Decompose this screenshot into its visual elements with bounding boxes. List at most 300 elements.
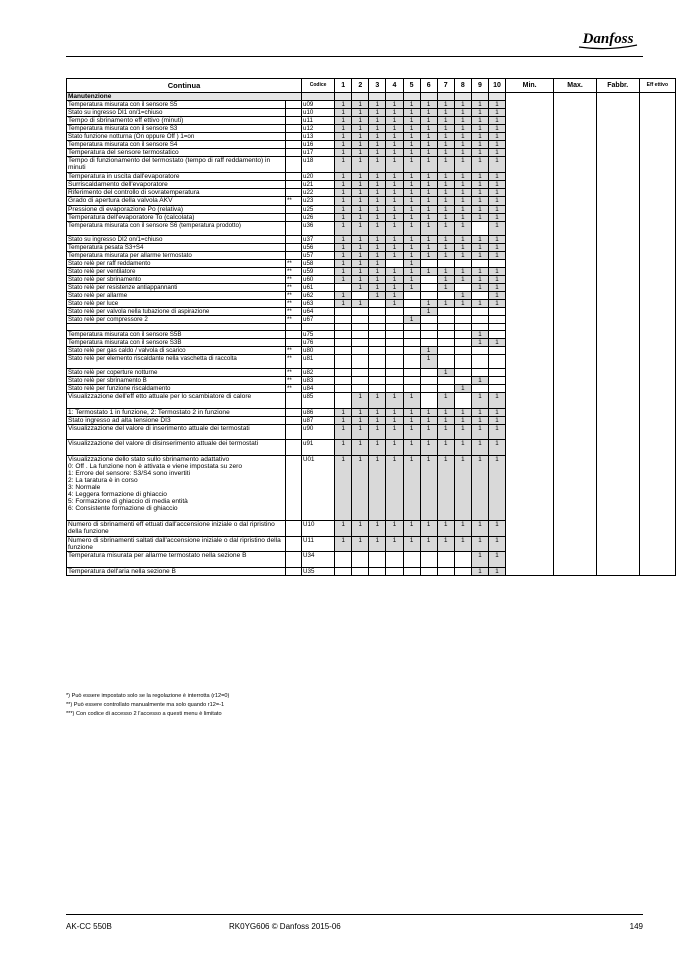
- availability-cell: 1: [352, 133, 369, 141]
- availability-cell: 1: [437, 205, 454, 213]
- availability-cell: 1: [488, 109, 505, 117]
- eff-column: [639, 93, 675, 576]
- availability-cell: 1: [403, 393, 420, 409]
- availability-cell: 1: [471, 181, 488, 189]
- availability-cell: 1: [454, 172, 471, 180]
- header-title: Continua: [67, 79, 302, 93]
- availability-cell: 1: [488, 552, 505, 568]
- availability-cell: 1: [471, 149, 488, 157]
- availability-cell: 1: [437, 141, 454, 149]
- availability-cell: 1: [437, 157, 454, 173]
- availability-cell: 1: [437, 252, 454, 260]
- availability-cell: 1: [386, 133, 403, 141]
- row-marker: [286, 117, 302, 125]
- availability-cell: [386, 339, 403, 347]
- availability-cell: [403, 385, 420, 393]
- availability-cell: [403, 339, 420, 347]
- availability-cell: 1: [335, 408, 352, 416]
- availability-cell: 1: [386, 424, 403, 440]
- table-header-row: [67, 79, 676, 93]
- availability-cell: 1: [488, 101, 505, 109]
- availability-cell: [403, 331, 420, 339]
- row-marker: [286, 172, 302, 180]
- availability-cell: 1: [403, 125, 420, 133]
- availability-cell: 1: [488, 197, 505, 205]
- availability-cell: 1: [335, 133, 352, 141]
- row-code: U35: [302, 567, 335, 575]
- availability-cell: [437, 355, 454, 369]
- availability-cell: 1: [386, 197, 403, 205]
- header-eff: Eff ettivo: [639, 79, 675, 93]
- availability-cell: 1: [471, 300, 488, 308]
- availability-cell: [437, 331, 454, 339]
- availability-cell: 1: [369, 455, 386, 521]
- availability-cell: 1: [335, 222, 352, 236]
- row-code: u36: [302, 222, 335, 236]
- row-marker: **: [286, 276, 302, 284]
- availability-cell: [488, 260, 505, 268]
- availability-cell: 1: [471, 521, 488, 537]
- row-description: Temperatura del sensore termostatico: [67, 149, 286, 157]
- availability-cell: 1: [471, 377, 488, 385]
- availability-cell: 1: [420, 347, 437, 355]
- availability-cell: 1: [335, 424, 352, 440]
- availability-cell: 1: [335, 101, 352, 109]
- availability-cell: 1: [488, 276, 505, 284]
- availability-cell: [369, 331, 386, 339]
- availability-cell: 1: [420, 117, 437, 125]
- availability-cell: 1: [420, 133, 437, 141]
- availability-cell: [335, 308, 352, 316]
- row-marker: [286, 181, 302, 189]
- availability-cell: 1: [437, 521, 454, 537]
- availability-cell: 1: [488, 236, 505, 244]
- row-description: Riferimento del controllo di sovratemperatura: [67, 189, 286, 197]
- row-code: u62: [302, 292, 335, 300]
- availability-cell: 1: [471, 141, 488, 149]
- row-description: Stato relè per gas caldo / valvola di scarico: [67, 347, 286, 355]
- availability-cell: 1: [488, 521, 505, 537]
- availability-cell: [369, 300, 386, 308]
- row-description-line: 3: Normale: [68, 483, 101, 491]
- row-marker: [286, 416, 302, 424]
- availability-cell: 1: [369, 222, 386, 236]
- availability-cell: 1: [437, 213, 454, 221]
- header-code: Codice: [302, 79, 335, 93]
- availability-cell: 1: [437, 440, 454, 456]
- availability-cell: 1: [471, 416, 488, 424]
- availability-cell: [386, 316, 403, 324]
- availability-cell: 1: [437, 268, 454, 276]
- availability-cell: [386, 308, 403, 316]
- row-description: Stato relè per coperture notturne: [67, 369, 286, 377]
- availability-cell: 1: [335, 189, 352, 197]
- availability-cell: [386, 385, 403, 393]
- availability-cell: 1: [437, 117, 454, 125]
- availability-cell: 1: [369, 141, 386, 149]
- availability-cell: 1: [471, 157, 488, 173]
- availability-cell: 1: [488, 181, 505, 189]
- row-description-line: 5: Formazione di ghiaccio di media entità: [68, 497, 188, 505]
- availability-cell: [488, 347, 505, 355]
- availability-cell: 1: [335, 149, 352, 157]
- row-code: U01: [302, 455, 335, 521]
- row-code: u64: [302, 308, 335, 316]
- row-marker: **: [286, 292, 302, 300]
- availability-cell: 1: [437, 189, 454, 197]
- row-description-line: 4: Leggera formazione di ghiaccio: [68, 490, 167, 498]
- availability-cell: [403, 324, 420, 331]
- availability-cell: 1: [369, 149, 386, 157]
- availability-cell: [437, 385, 454, 393]
- availability-cell: 1: [488, 117, 505, 125]
- availability-cell: 1: [437, 300, 454, 308]
- header-col-8: 8: [454, 79, 471, 93]
- availability-cell: 1: [386, 125, 403, 133]
- availability-cell: [471, 385, 488, 393]
- row-marker: [286, 101, 302, 109]
- availability-cell: 1: [386, 284, 403, 292]
- availability-cell: 1: [471, 339, 488, 347]
- row-code: u83: [302, 377, 335, 385]
- availability-cell: 1: [386, 181, 403, 189]
- availability-cell: 1: [403, 117, 420, 125]
- availability-cell: 1: [488, 408, 505, 416]
- availability-cell: [420, 276, 437, 284]
- availability-cell: [369, 385, 386, 393]
- logo-text: Danfoss: [582, 31, 634, 47]
- availability-cell: 1: [352, 213, 369, 221]
- availability-cell: 1: [488, 424, 505, 440]
- row-code: u17: [302, 149, 335, 157]
- availability-cell: 1: [488, 268, 505, 276]
- availability-cell: [437, 260, 454, 268]
- availability-cell: 1: [403, 222, 420, 236]
- availability-cell: [403, 300, 420, 308]
- availability-cell: 1: [420, 197, 437, 205]
- availability-cell: 1: [386, 276, 403, 284]
- row-code: u37: [302, 236, 335, 244]
- availability-cell: 1: [335, 300, 352, 308]
- availability-cell: 1: [352, 236, 369, 244]
- availability-cell: 1: [369, 440, 386, 456]
- availability-cell: 1: [369, 536, 386, 552]
- row-code: u75: [302, 331, 335, 339]
- fabbr-column: [596, 93, 639, 576]
- availability-cell: [471, 316, 488, 324]
- row-description: Stato su ingresso DI1 on/1=chiuso: [67, 109, 286, 117]
- row-description: Stato relè per luce: [67, 300, 286, 308]
- row-marker: [286, 141, 302, 149]
- availability-cell: 1: [369, 117, 386, 125]
- availability-cell: [454, 324, 471, 331]
- availability-cell: [386, 567, 403, 575]
- row-code: u85: [302, 393, 335, 409]
- availability-cell: 1: [352, 521, 369, 537]
- row-code: u25: [302, 205, 335, 213]
- row-description-line: Visualizzazione dello stato sullo sbrinamento adattativo: [68, 455, 230, 463]
- availability-cell: 1: [369, 268, 386, 276]
- availability-cell: 1: [437, 393, 454, 409]
- availability-cell: 1: [335, 236, 352, 244]
- availability-cell: 1: [403, 252, 420, 260]
- availability-cell: [335, 339, 352, 347]
- row-code: u12: [302, 125, 335, 133]
- footer-product: AK-CC 550B: [66, 922, 112, 931]
- row-description: Stato relè per resistenze antiappannanti: [67, 284, 286, 292]
- row-code: u76: [302, 339, 335, 347]
- availability-cell: 1: [369, 197, 386, 205]
- row-code: u21: [302, 181, 335, 189]
- availability-cell: 1: [488, 157, 505, 173]
- row-marker: [286, 125, 302, 133]
- availability-cell: [437, 308, 454, 316]
- availability-cell: [471, 292, 488, 300]
- row-marker: [286, 393, 302, 409]
- availability-cell: [420, 316, 437, 324]
- row-code: u87: [302, 416, 335, 424]
- availability-cell: [471, 260, 488, 268]
- availability-cell: [454, 331, 471, 339]
- availability-cell: 1: [488, 416, 505, 424]
- row-description: Tempo di sbrinamento eff ettivo (minuti): [67, 117, 286, 125]
- availability-cell: [386, 377, 403, 385]
- availability-cell: 1: [335, 536, 352, 552]
- row-code: U11: [302, 536, 335, 552]
- header-col-3: 3: [369, 79, 386, 93]
- availability-cell: 1: [335, 244, 352, 252]
- availability-cell: 1: [335, 260, 352, 268]
- row-marker: [286, 252, 302, 260]
- availability-cell: [454, 355, 471, 369]
- row-marker: [286, 536, 302, 552]
- availability-cell: [488, 308, 505, 316]
- availability-cell: [335, 331, 352, 339]
- row-description-line: 2: La taratura è in corso: [68, 476, 138, 484]
- availability-cell: 1: [352, 276, 369, 284]
- row-code: u26: [302, 213, 335, 221]
- row-description: Stato relè per compressore 2: [67, 316, 286, 324]
- availability-cell: [454, 369, 471, 377]
- availability-cell: 1: [335, 416, 352, 424]
- availability-cell: [488, 324, 505, 331]
- availability-cell: 1: [454, 300, 471, 308]
- availability-cell: 1: [437, 369, 454, 377]
- row-code: u80: [302, 347, 335, 355]
- row-marker: **: [286, 369, 302, 377]
- availability-cell: [335, 316, 352, 324]
- availability-cell: 1: [454, 244, 471, 252]
- header-max: Max.: [554, 79, 597, 93]
- row-description: Pressione di evaporazione Po (relativa): [67, 205, 286, 213]
- availability-cell: 1: [437, 172, 454, 180]
- availability-cell: [352, 552, 369, 568]
- availability-cell: 1: [386, 172, 403, 180]
- row-marker: [286, 455, 302, 521]
- availability-cell: [471, 222, 488, 236]
- availability-cell: 1: [369, 101, 386, 109]
- row-marker: **: [286, 268, 302, 276]
- availability-cell: 1: [454, 416, 471, 424]
- availability-cell: 1: [403, 440, 420, 456]
- availability-cell: 1: [454, 385, 471, 393]
- availability-cell: 1: [352, 101, 369, 109]
- footer-rule: [66, 914, 643, 915]
- availability-cell: [471, 355, 488, 369]
- row-description: Stato relè per allarme: [67, 292, 286, 300]
- availability-cell: 1: [352, 181, 369, 189]
- row-marker: [286, 324, 302, 331]
- availability-cell: 1: [488, 244, 505, 252]
- availability-cell: 1: [352, 408, 369, 416]
- availability-cell: 1: [437, 236, 454, 244]
- availability-cell: 1: [352, 284, 369, 292]
- availability-cell: 1: [369, 424, 386, 440]
- availability-cell: 1: [488, 393, 505, 409]
- availability-cell: 1: [437, 109, 454, 117]
- availability-cell: 1: [471, 125, 488, 133]
- row-marker: [286, 109, 302, 117]
- availability-cell: 1: [420, 455, 437, 521]
- availability-cell: 1: [386, 408, 403, 416]
- availability-cell: [386, 324, 403, 331]
- availability-cell: 1: [403, 149, 420, 157]
- row-marker: [286, 133, 302, 141]
- availability-cell: 1: [335, 440, 352, 456]
- availability-cell: 1: [454, 141, 471, 149]
- row-marker: **: [286, 347, 302, 355]
- row-marker: [286, 339, 302, 347]
- availability-cell: 1: [471, 393, 488, 409]
- availability-cell: 1: [437, 455, 454, 521]
- availability-cell: 1: [437, 424, 454, 440]
- availability-cell: [352, 308, 369, 316]
- availability-cell: 1: [454, 205, 471, 213]
- availability-cell: 1: [403, 284, 420, 292]
- availability-cell: 1: [352, 268, 369, 276]
- row-marker: [286, 521, 302, 537]
- availability-cell: 1: [471, 567, 488, 575]
- availability-cell: 1: [471, 133, 488, 141]
- availability-cell: 1: [471, 109, 488, 117]
- row-code: u81: [302, 355, 335, 369]
- availability-cell: [352, 324, 369, 331]
- availability-cell: 1: [454, 125, 471, 133]
- max-column: [554, 93, 597, 576]
- availability-cell: 1: [352, 149, 369, 157]
- availability-cell: 1: [454, 455, 471, 521]
- footnote: ***) Con codice di accesso 2 l'accesso a questi menu è limitato: [66, 711, 222, 717]
- row-description: [67, 324, 286, 331]
- row-marker: **: [286, 308, 302, 316]
- availability-cell: 1: [386, 117, 403, 125]
- availability-cell: 1: [352, 424, 369, 440]
- availability-cell: 1: [488, 222, 505, 236]
- availability-cell: 1: [454, 440, 471, 456]
- availability-cell: [454, 260, 471, 268]
- availability-cell: 1: [454, 181, 471, 189]
- availability-cell: 1: [335, 141, 352, 149]
- availability-cell: 1: [471, 197, 488, 205]
- availability-cell: 1: [454, 197, 471, 205]
- row-description: Temperatura misurata con il sensore S5B: [67, 331, 286, 339]
- availability-cell: 1: [369, 260, 386, 268]
- availability-cell: 1: [420, 300, 437, 308]
- availability-cell: 1: [437, 149, 454, 157]
- availability-cell: 1: [352, 125, 369, 133]
- row-code: u09: [302, 101, 335, 109]
- availability-cell: [454, 393, 471, 409]
- row-code: u16: [302, 141, 335, 149]
- availability-cell: 1: [454, 252, 471, 260]
- availability-cell: 1: [352, 455, 369, 521]
- availability-cell: [386, 355, 403, 369]
- availability-cell: [420, 292, 437, 300]
- availability-cell: 1: [352, 244, 369, 252]
- availability-cell: [335, 385, 352, 393]
- availability-cell: 1: [420, 440, 437, 456]
- availability-cell: 1: [403, 213, 420, 221]
- availability-cell: 1: [437, 133, 454, 141]
- row-marker: **: [286, 385, 302, 393]
- availability-cell: 1: [369, 393, 386, 409]
- availability-cell: [352, 347, 369, 355]
- row-description: Visualizzazione dell'eff etto attuale per lo scambiatore di calore: [67, 393, 286, 409]
- header-col-7: 7: [437, 79, 454, 93]
- row-code: u20: [302, 172, 335, 180]
- availability-cell: [403, 377, 420, 385]
- availability-cell: 1: [471, 536, 488, 552]
- row-marker: [286, 222, 302, 236]
- row-code: u61: [302, 284, 335, 292]
- availability-cell: 1: [352, 416, 369, 424]
- row-marker: [286, 236, 302, 244]
- availability-cell: 1: [454, 268, 471, 276]
- availability-cell: 1: [403, 316, 420, 324]
- availability-cell: 1: [335, 213, 352, 221]
- availability-cell: [335, 552, 352, 568]
- availability-cell: [335, 347, 352, 355]
- header-col-10: 10: [488, 79, 505, 93]
- availability-cell: 1: [437, 222, 454, 236]
- availability-cell: 1: [386, 521, 403, 537]
- row-code: u86: [302, 408, 335, 416]
- availability-cell: 1: [352, 117, 369, 125]
- row-code: u59: [302, 268, 335, 276]
- row-description: Visualizzazione del valore di disinserimento attuale dei termostati: [67, 440, 286, 456]
- availability-cell: 1: [488, 189, 505, 197]
- availability-cell: 1: [454, 117, 471, 125]
- availability-cell: 1: [488, 213, 505, 221]
- availability-cell: [437, 567, 454, 575]
- availability-cell: [352, 355, 369, 369]
- availability-cell: 1: [420, 189, 437, 197]
- availability-cell: 1: [471, 172, 488, 180]
- row-marker: [286, 567, 302, 575]
- row-description: Stato relè per valvola nella tubazione di aspirazione: [67, 308, 286, 316]
- availability-cell: [437, 339, 454, 347]
- availability-cell: [352, 331, 369, 339]
- availability-cell: [403, 552, 420, 568]
- availability-cell: 1: [454, 292, 471, 300]
- availability-cell: 1: [471, 408, 488, 416]
- availability-cell: 1: [369, 416, 386, 424]
- availability-cell: 1: [369, 292, 386, 300]
- availability-cell: 1: [471, 276, 488, 284]
- availability-cell: 1: [437, 181, 454, 189]
- footnote: *) Può essere impostato solo se la regolazione è interrotta (r12=0): [66, 693, 230, 699]
- availability-cell: [386, 369, 403, 377]
